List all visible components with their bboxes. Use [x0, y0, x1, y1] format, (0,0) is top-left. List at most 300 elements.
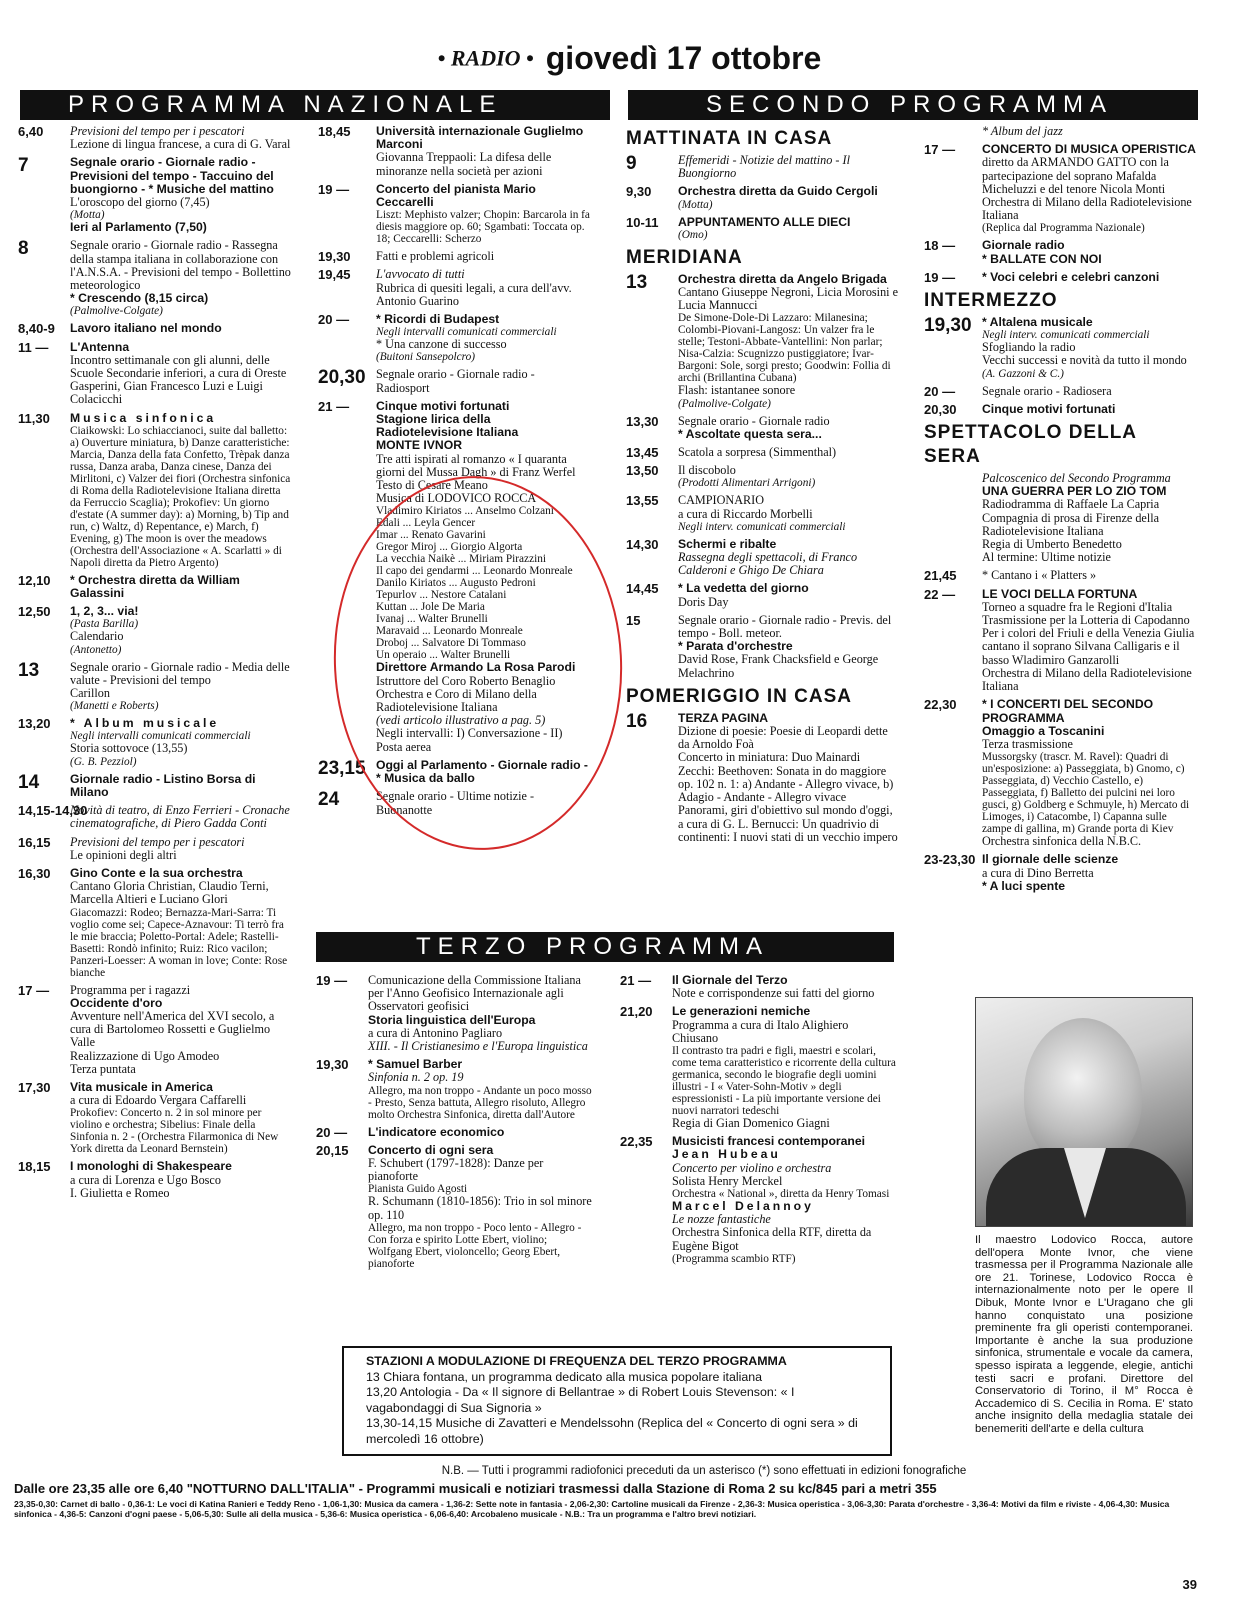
entry-line: Segnale orario - Giornale radio: [678, 413, 830, 428]
fm-box-line-3: 13,30-14,15 Musiche di Zavatteri e Mendelssohn (Replica del « Concerto di ogni sera » di mercoledì 16 ottobre): [366, 1416, 858, 1446]
page-number: 39: [1182, 1577, 1197, 1592]
entry-line: Kuttan ... Jole De Maria: [376, 601, 485, 614]
entry-line: Stagione lirica della Radiotelevisione Italiana: [376, 412, 519, 440]
entry-time: 19 —: [316, 973, 348, 988]
entry-line: Musica sinfonica: [70, 410, 217, 425]
schedule-entry: [18, 322, 292, 335]
secondo-column-1: [626, 125, 898, 849]
entry-time: 17 —: [18, 982, 50, 998]
entry-body: [70, 156, 292, 234]
entry-line: Incontro settimanale con gli alunni, delle Scuole Secondarie inferiori, a cura di Oreste Gasperini, Gian Francesco Luzi e Luigi Colacicchi: [70, 352, 287, 407]
entry-line: Dizione di poesie: Poesie di Leopardi dette da Arnoldo Foà: [678, 724, 888, 752]
entry-line: Programma per i ragazzi: [70, 982, 191, 997]
entry-body: [982, 271, 1198, 284]
entry-body: [368, 1144, 594, 1270]
entry-line: (Palmolive-Colgate): [678, 397, 771, 410]
schedule-entry: [18, 836, 292, 862]
entry-time: 21,20: [620, 1004, 653, 1020]
entry-line: Scatola a sorpresa (Simmenthal): [678, 445, 837, 460]
entry-line: (Replica dal Programma Nazionale): [982, 222, 1145, 235]
entry-line: Omaggio a Toscanini: [982, 723, 1105, 738]
entry-line: a cura di Antonino Pagliaro: [368, 1025, 503, 1040]
entry-body: [376, 790, 590, 816]
entry-line: Mussorgsky (trascr. M. Ravel): Quadri di un'esposizione: a) Passeggiata, b) Gnomo, c) Passeggiata, d) Vecchio Castello, e) Passeggiata, f) Balletto dei pulcini nei loro gusci, g) Goldberg e Schmuyle, h) Mercato di Limoges, i) Catacombe, l) Capanna sulle zampe di gallina, m) Grande porta di Kiev: [982, 751, 1190, 836]
entry-line: Avventure nell'America del XVI secolo, a cura di Bartolomeo Rossetti e Guglielmo Valle: [70, 1008, 275, 1050]
entry-line: * La vedetta del giorno: [678, 581, 809, 596]
program-block-heading: MERIDIANA: [626, 246, 743, 268]
terzo-programma-header: TERZO PROGRAMMA: [316, 932, 894, 962]
entry-line: Orchestra di Milano della Radiotelevisione Italiana: [982, 195, 1192, 223]
entry-line: (Prodotti Alimentari Arrigoni): [678, 477, 816, 490]
entry-line: CONCERTO DI MUSICA OPERISTICA: [982, 142, 1196, 157]
schedule-entry: [924, 271, 1198, 284]
entry-time: 13,30: [626, 413, 659, 429]
portrait-photo-lodovico-rocca: [975, 997, 1193, 1227]
entry-body: [376, 759, 590, 785]
entry-line: Orchestra diretta da Guido Cergoli: [678, 184, 878, 199]
entry-time: 14,30: [626, 536, 659, 552]
entry-line: (Palmolive-Colgate): [70, 305, 163, 318]
entry-body: [70, 717, 292, 767]
schedule-entry: [620, 1135, 896, 1265]
entry-line: Segnale orario - Giornale radio - Previsioni del tempo - Taccuino del buongiorno - * Musiche del mattino: [70, 155, 274, 196]
entry-body: [376, 125, 590, 178]
entry-line: De Simone-Dole-Di Lazzaro: Milanesina; Colombi-Piovani-Langosz: Un valzer fra le stelle; Testoni-Abbate-Vantellini: Non parlar; Nisa-Calzia: Scugnizzo pustiggiatore; Ivar-Bargoni: Sole, sorgi presto; Goodwin: Follia di archi (Brillantina Cubana): [678, 312, 891, 385]
schedule-entry: [626, 494, 898, 532]
entry-line: R. Schumann (1810-1856): Trio in sol minore op. 110: [368, 1194, 592, 1222]
entry-line: Gino Conte e la sua orchestra: [70, 865, 243, 880]
entry-time: 22,30: [924, 697, 957, 713]
entry-line: Musica di LODOVICO ROCCA: [376, 491, 537, 506]
entry-line: LE VOCI DELLA FORTUNA: [982, 586, 1138, 601]
entry-line: I. Giulietta e Romeo: [70, 1185, 170, 1200]
entry-line: Vecchi successi e novità da tutto il mondo: [982, 353, 1187, 368]
entry-line: Imar ... Renato Gavarini: [376, 529, 486, 542]
entry-line: Calendario: [70, 629, 124, 644]
schedule-entry: [924, 125, 1198, 138]
schedule-entry: [626, 712, 898, 844]
entry-line: (Omo): [678, 228, 708, 241]
entry-body: [982, 239, 1198, 265]
entry-time: 12,50: [18, 604, 51, 620]
entry-line: (vedi articolo illustrativo a pag. 5): [376, 713, 546, 728]
entry-body: [678, 614, 898, 680]
entry-line: Prokofiev: Concerto n. 2 in sol minore per violino e orchestra; Sibelius: Finale della Sinfonia n. 2 - (Orchestra Filarmonica di New York diretta da Leonard Bernstein): [70, 1107, 279, 1156]
entry-line: Terza puntata: [70, 1061, 136, 1076]
entry-line: Compagnia di prosa di Firenze della Radiotelevisione Italiana: [982, 510, 1160, 538]
entry-line: * BALLATE CON NOI: [982, 251, 1102, 266]
schedule-entry: [318, 268, 590, 308]
entry-time: 18,45: [318, 124, 351, 139]
entry-line: Sfogliando la radio: [982, 340, 1076, 355]
entry-line: (Motta): [678, 198, 713, 211]
entry-body: [982, 569, 1198, 582]
schedule-entry: [318, 125, 590, 178]
entry-line: Orchestra sinfonica della N.B.C.: [982, 834, 1142, 849]
nazionale-column-2: [318, 125, 590, 822]
entry-body: [678, 273, 898, 410]
schedule-entry: [620, 974, 896, 1000]
entry-line: Storia linguistica dell'Europa: [368, 1012, 536, 1027]
entry-body: [70, 341, 292, 407]
program-block-heading: POMERIGGIO IN CASA: [626, 685, 852, 707]
entry-line: Il discobolo: [678, 463, 736, 478]
entry-line: Segnale orario - Ultime notizie - Buonanotte: [376, 789, 535, 817]
entry-time: 13,20: [18, 716, 51, 732]
entry-time: [924, 472, 982, 564]
entry-time: 22,35: [620, 1134, 653, 1150]
entry-line: L'oroscopo del giorno (7,45): [70, 195, 210, 210]
entry-time: 15: [626, 612, 641, 628]
entry-time: 13: [18, 659, 40, 681]
entry-line: Cinque motivi fortunati: [376, 398, 510, 413]
entry-time: 23-23,30: [924, 852, 976, 868]
schedule-entry: [626, 216, 898, 241]
entry-body: [672, 1135, 896, 1265]
entry-line: Istruttore del Coro Roberto Benaglio: [376, 673, 556, 688]
schedule-entry: [924, 853, 1198, 893]
entry-body: [678, 216, 898, 241]
schedule-entry: [316, 1144, 594, 1270]
entry-time: 19 —: [318, 181, 350, 197]
entry-time: 17 —: [924, 142, 956, 158]
entry-line: Effemeridi - Notizie del mattino - Il Buongiorno: [678, 153, 850, 181]
entry-body: [678, 582, 898, 608]
entry-line: Trasmissione per la Lotteria di Capodanno: [982, 613, 1190, 628]
entry-time: 9: [626, 153, 637, 174]
entry-line: Allegro, ma non troppo - Andante un poco mosso - Presto, Senza battuta, Allegro risoluto, Allegro molto Orchestra Sinfonica, diretta dall'Autore: [368, 1084, 592, 1121]
entry-time: 10-11: [626, 214, 659, 230]
entry-line: TERZA PAGINA: [678, 710, 769, 725]
entry-time: 16,15: [18, 834, 51, 850]
entry-body: [368, 1058, 594, 1120]
schedule-entry: [18, 574, 292, 600]
entry-line: Tre atti ispirati al romanzo « I quaranta giorni del Mussa Dagh » di Franz Werfel: [376, 451, 576, 479]
entry-line: Palcoscenico del Secondo Programma: [982, 471, 1171, 486]
entry-time: 8,40-9: [18, 321, 55, 337]
entry-body: [376, 400, 590, 754]
schedule-entry: [318, 368, 590, 394]
entry-time: 19,30: [316, 1057, 349, 1073]
schedule-entry: [924, 403, 1198, 416]
entry-body: [70, 661, 292, 713]
entry-time: 23,15: [318, 757, 366, 779]
entry-line: Allegro, ma non troppo - Poco lento - Allegro - Con forza e spirito Lotte Ebert, violino; Wolfgang Ebert, violoncello; Georg Ebert, pianoforte: [368, 1221, 582, 1270]
schedule-entry: [626, 614, 898, 680]
entry-line: Orchestra « National », diretta da Henry Tomasi: [672, 1188, 890, 1201]
schedule-entry: [626, 582, 898, 608]
entry-line: Rubrica di quesiti legali, a cura dell'avv. Antonio Guarino: [376, 280, 572, 308]
entry-time: 7: [18, 155, 29, 177]
entry-line: Carillon: [70, 686, 110, 701]
nazionale-column-1: [18, 125, 292, 1205]
entry-line: Droboj ... Salvatore Di Tommaso: [376, 637, 526, 650]
schedule-entry: [316, 1126, 594, 1139]
entry-line: Regia di Gian Domenico Giagni: [672, 1116, 830, 1131]
entry-line: Le opinioni degli altri: [70, 847, 177, 862]
entry-line: Torneo a squadre fra le Regioni d'Italia: [982, 599, 1173, 614]
entry-time: 17,30: [18, 1079, 51, 1095]
schedule-entry: [318, 183, 590, 245]
entry-line: Occidente d'oro: [70, 995, 163, 1010]
entry-line: Vladimiro Kiriatos ... Anselmo Colzani: [376, 505, 554, 518]
entry-line: * I CONCERTI DEL SECONDO PROGRAMMA: [982, 697, 1154, 725]
entry-body: [982, 143, 1198, 234]
entry-line: Edali ... Leyla Gencer: [376, 517, 476, 530]
entry-body: [678, 712, 898, 844]
entry-body: [982, 403, 1198, 416]
schedule-entry: [18, 341, 292, 407]
entry-line: Rassegna degli spettacoli, di Franco Calderoni e Ghigo De Chiara: [678, 550, 858, 578]
entry-time: 16: [626, 710, 648, 732]
entry-line: (Manetti e Roberts): [70, 700, 159, 713]
entry-line: Schermi e ribalte: [678, 536, 777, 551]
entry-body: [70, 412, 292, 569]
entry-time: 12,10: [18, 572, 51, 588]
entry-line: Segnale orario - Giornale radio - Radiosport: [376, 367, 535, 395]
entry-time: 21,45: [924, 568, 957, 584]
entry-body: [70, 239, 292, 317]
secondo-column-2: [924, 125, 1198, 898]
entry-line: Il capo dei gendarmi ... Leonardo Monreale: [376, 565, 573, 578]
entry-line: Testo di Cesare Meano: [376, 478, 488, 493]
entry-line: Jean Hubeau: [672, 1147, 781, 1162]
entry-line: Negli intervalli comunicati commerciali: [376, 326, 557, 339]
entry-line: * Ascoltate questa sera...: [678, 426, 822, 441]
entry-body: [368, 974, 594, 1053]
entry-line: (G. B. Pezziol): [70, 755, 137, 768]
entry-line: * Ricordi di Budapest: [376, 312, 500, 327]
entry-line: UNA GUERRA PER LO ZIO TOM: [982, 484, 1167, 499]
entry-line: Cinque motivi fortunati: [982, 401, 1116, 416]
entry-body: [70, 836, 292, 862]
entry-body: [678, 538, 898, 578]
entry-line: Negli intervalli comunicati commerciali: [70, 730, 251, 743]
entry-line: Il contrasto tra padri e figli, maestri e scolari, come tema caratteristico e ricorrente della cultura germanica, secondo le biografie degli uomini illustri - I « Vater-Sohn-Motiv » degli espressionisti - La più importante versione dei nuovi narratori tedeschi: [672, 1045, 896, 1118]
entry-line: Negli interv. comunicati commerciali: [982, 329, 1150, 342]
entry-line: * Album del jazz: [982, 124, 1063, 138]
entry-body: [678, 154, 898, 180]
program-block-heading: MATTINATA IN CASA: [626, 128, 833, 149]
entry-line: Negli intervalli: I) Conversazione - II) Posta aerea: [376, 726, 563, 754]
masthead: [0, 40, 1259, 77]
entry-body: [70, 1160, 292, 1200]
entry-body: [678, 185, 898, 210]
entry-time: 21 —: [318, 398, 350, 414]
entry-time: 24: [318, 789, 340, 811]
entry-line: Segnale orario - Giornale radio - Media delle valute - Previsioni del tempo: [70, 659, 290, 687]
entry-line: Novità di teatro, di Enzo Ferrieri - Cronache cinematografiche, di Piero Gadda Conti: [70, 803, 290, 831]
entry-time: 20,30: [318, 367, 366, 389]
entry-time: 14,45: [626, 581, 659, 597]
schedule-entry: [924, 143, 1198, 234]
entry-time: 19,45: [318, 267, 351, 283]
entry-time: 14: [18, 771, 40, 793]
entry-time: 19 —: [924, 269, 956, 285]
entry-body: [70, 125, 292, 151]
entry-time: 13: [626, 271, 648, 293]
entry-body: [672, 1005, 896, 1130]
entry-time: 13,55: [626, 493, 659, 509]
entry-line: Negli interv. comunicati commerciali: [678, 520, 846, 533]
entry-line: Storia sottovoce (13,55): [70, 741, 188, 756]
entry-line: Radiodramma di Raffaele La Capria: [982, 497, 1160, 512]
terzo-column-left: [316, 974, 594, 1275]
entry-line: Flash: istantanee sonore: [678, 383, 796, 398]
entry-line: * Parata d'orchestre: [678, 639, 793, 654]
entry-line: Ieri al Parlamento (7,50): [70, 220, 207, 235]
entry-time: 19,30: [318, 249, 351, 265]
program-block-heading: SPETTACOLO DELLA SERA: [924, 422, 1137, 468]
entry-line: Sinfonia n. 2 op. 19: [368, 1070, 464, 1085]
fm-stations-box: [342, 1346, 892, 1456]
schedule-entry: [18, 125, 292, 151]
entry-body: [376, 368, 590, 394]
entry-body: [70, 574, 292, 600]
entry-line: diretto da ARMANDO GATTO con la partecipazione del soprano Mafalda Micheluzzi e del tenore Nicola Monti: [982, 155, 1169, 196]
entry-time: 19,30: [924, 315, 972, 337]
entry-line: Orchestra e Coro di Milano della Radiotelevisione Italiana: [376, 686, 537, 715]
schedule-entry: [626, 415, 898, 441]
entry-line: Lavoro italiano nel mondo: [70, 321, 222, 336]
entry-body: [376, 268, 590, 308]
entry-line: * Altalena musicale: [982, 315, 1093, 330]
entry-line: Al termine: Ultime notizie: [982, 550, 1111, 565]
entry-time: 8: [18, 238, 29, 260]
entry-line: Pianista Guido Agosti: [368, 1183, 468, 1196]
entry-line: Cantano Gloria Christian, Claudio Terni, Marcella Altieri e Luciano Glori: [70, 879, 269, 907]
entry-line: Segnale orario - Giornale radio - Previs. del tempo - Boll. meteor.: [678, 612, 892, 641]
entry-body: [982, 698, 1198, 848]
entry-line: Regia di Umberto Benedetto: [982, 537, 1122, 552]
entry-line: Solista Henry Merckel: [672, 1173, 783, 1188]
entry-body: [678, 446, 898, 459]
schedule-entry: [316, 974, 594, 1053]
entry-line: 1, 2, 3... via!: [70, 604, 139, 619]
entry-line: Giornale radio - Listino Borsa di Milano: [70, 771, 256, 799]
schedule-entry: [924, 569, 1198, 582]
entry-line: L'Antenna: [70, 339, 130, 354]
entry-body: [368, 1126, 594, 1139]
entry-time: 16,30: [18, 865, 51, 881]
entry-time: 6,40: [18, 124, 44, 139]
entry-body: [70, 867, 292, 979]
entry-line: * Voci celebri e celebri canzoni: [982, 269, 1160, 284]
entry-body: [70, 804, 292, 830]
entry-line: Le generazioni nemiche: [672, 1004, 811, 1019]
entry-time: 20,15: [316, 1142, 349, 1158]
entry-line: * A luci spente: [982, 878, 1066, 893]
entry-line: * Una canzone di successo: [376, 337, 507, 352]
schedule-entry: [18, 867, 292, 979]
entry-body: [376, 183, 590, 245]
entry-line: a cura di Dino Berretta: [982, 865, 1094, 880]
entry-line: Segnale orario - Radiosera: [982, 383, 1112, 398]
entry-line: Giornale radio: [982, 238, 1065, 253]
entry-line: Comunicazione della Commissione Italiana per l'Anno Geofisico Internazionale agli Osservatori geofisici: [368, 973, 581, 1014]
entry-line: (Pasta Barilla): [70, 618, 139, 631]
programma-nazionale-header: PROGRAMMA NAZIONALE: [20, 90, 610, 120]
entry-line: * Crescendo (8,15 circa): [70, 291, 209, 306]
schedule-entry: [626, 154, 898, 180]
entry-line: * Samuel Barber: [368, 1057, 463, 1072]
entry-line: APPUNTAMENTO ALLE DIECI: [678, 214, 851, 229]
entry-line: Concerto per violino e orchestra: [672, 1160, 832, 1175]
entry-line: Ivanaj ... Walter Brunelli: [376, 613, 488, 626]
entry-line: Musicisti francesi contemporanei: [672, 1134, 866, 1149]
schedule-entry: [18, 412, 292, 569]
entry-line: Orchestra Sinfonica della RTF, diretta da Eugène Bigot: [672, 1225, 872, 1253]
schedule-entry: [316, 1058, 594, 1120]
entry-body: [70, 773, 292, 799]
entry-time: 18,15: [18, 1159, 51, 1175]
entry-time: 20 —: [924, 383, 956, 399]
schedule-entry: [18, 804, 292, 830]
entry-line: Università internazionale Guglielmo Marconi: [376, 124, 584, 152]
schedule-entry: [924, 588, 1198, 694]
entry-body: [982, 472, 1198, 564]
entry-line: I monologhi di Shakespeare: [70, 1159, 232, 1174]
entry-time: [924, 125, 982, 138]
entry-line: a cura di Riccardo Morbelli: [678, 506, 813, 521]
entry-time: 9,30: [626, 184, 652, 200]
entry-line: (Programma scambio RTF): [672, 1252, 796, 1265]
program-block-heading: INTERMEZZO: [924, 290, 1058, 312]
schedule-entry: [18, 1081, 292, 1155]
entry-line: Tepurlov ... Nestore Catalani: [376, 589, 507, 602]
entry-line: Panorami, giri d'obiettivo sul mondo d'oggi, a cura di G. L. Bernucci: Un quadrivio di continenti: I nuovi stati di un vecchio impero: [678, 803, 898, 844]
notturno-dall-italia: Dalle ore 23,35 alle ore 6,40 "NOTTURNO DALL'ITALIA" - Programmi musicali e notiziari trasmessi dalla Stazione di Roma 2 su kc/845 pari a metri 355: [14, 1481, 937, 1496]
schedule-entry: [626, 185, 898, 210]
entry-time: 13,50: [626, 463, 659, 479]
entry-body: [678, 464, 898, 489]
entry-line: Cantano Giuseppe Negroni, Licia Morosini e Lucia Mannucci: [678, 285, 898, 313]
entry-line: Un operaio ... Walter Brunelli: [376, 649, 511, 662]
schedule-entry: [18, 605, 292, 655]
entry-line: Direttore Armando La Rosa Parodi: [376, 660, 576, 675]
entry-line: Il giornale delle scienze: [982, 852, 1119, 867]
entry-line: a cura di Edoardo Vergara Caffarelli: [70, 1093, 247, 1108]
entry-line: Previsioni del tempo per i pescatori: [70, 124, 245, 138]
schedule-entry: [924, 316, 1198, 380]
entry-line: L'indicatore economico: [368, 1124, 505, 1139]
schedule-entry: [18, 661, 292, 713]
schedule-entry: [626, 464, 898, 489]
entry-time: 20,30: [924, 401, 957, 417]
entry-line: Concerto del pianista Mario Ceccarelli: [376, 181, 536, 210]
entry-body: [376, 313, 590, 363]
entry-time: 22 —: [924, 586, 956, 602]
schedule-entry: [626, 273, 898, 410]
entry-line: MONTE IVNOR: [376, 438, 462, 453]
fm-box-title: STAZIONI A MODULAZIONE DI FREQUENZA DEL TERZO PROGRAMMA: [366, 1354, 787, 1368]
schedule-entry: [924, 239, 1198, 265]
entry-line: Concerto di ogni sera: [368, 1142, 494, 1157]
entry-line: Programma a cura di Italo Alighiero Chiusano: [672, 1017, 849, 1045]
secondo-programma-header: SECONDO PROGRAMMA: [628, 90, 1198, 120]
entry-line: (Antonetto): [70, 643, 122, 656]
portrait-face: [1024, 1018, 1142, 1168]
entry-time: 11 —: [18, 339, 49, 355]
entry-time: 20 —: [318, 312, 350, 328]
schedule-entry: [18, 1160, 292, 1200]
schedule-entry: [318, 400, 590, 754]
entry-line: (Buitoni Sansepolcro): [376, 351, 476, 364]
entry-line: F. Schubert (1797-1828): Danze per pianoforte: [368, 1156, 544, 1184]
entry-line: Danilo Kiriatos ... Augusto Pedroni: [376, 577, 536, 590]
entry-body: [70, 984, 292, 1076]
entry-body: [70, 322, 292, 335]
